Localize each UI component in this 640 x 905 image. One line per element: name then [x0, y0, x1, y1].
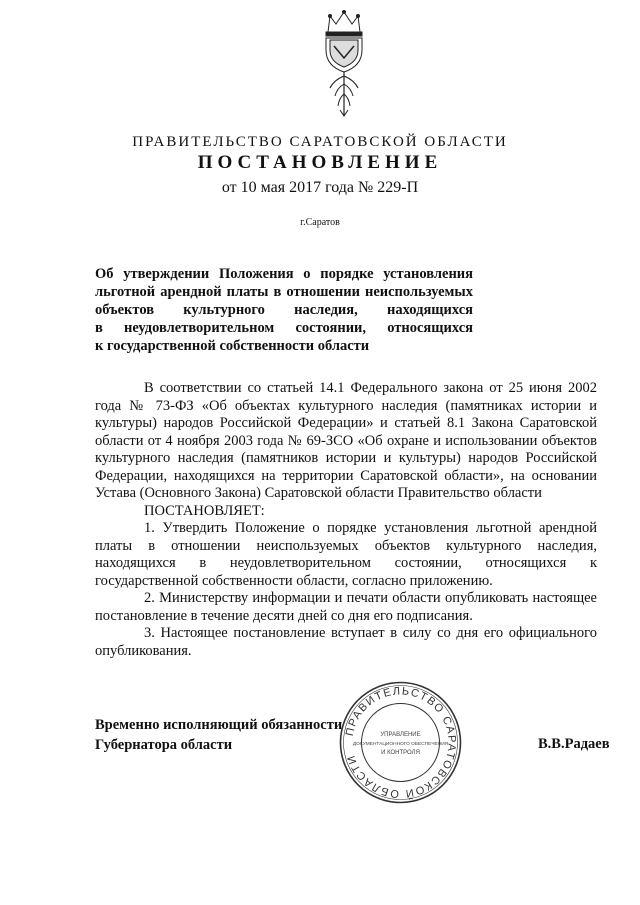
saratov-coat-of-arms-icon: [304, 10, 384, 120]
clause-paragraph: 2. Министерству информации и печати области опубликовать настоящее постановление в течение десяти дней со дня его подписания.: [95, 590, 597, 624]
government-name: ПРАВИТЕЛЬСТВО САРАТОВСКОЙ ОБЛАСТИ: [132, 134, 508, 150]
clause-paragraph: 3. Настоящее постановление вступает в силу со дня его официального опубликования.: [95, 625, 597, 659]
signatory-position-line: Временно исполняющий обязанности: [95, 717, 343, 733]
document-body: [95, 380, 597, 660]
document-subject: [95, 265, 473, 355]
stamp-ring-text: ПРАВИТЕЛЬСТВО САРАТОВСКОЙ ОБЛАСТИ: [343, 685, 458, 800]
resolves-word: ПОСТАНОВЛЯЕТ:: [144, 502, 265, 519]
document-city: г.Саратов: [300, 217, 340, 228]
subject-line: к государственной собственности области: [95, 338, 370, 354]
subject-line: в неудовлетворительном состоянии, относящихся: [95, 320, 473, 336]
clause-paragraph: 1. Утвердить Положение о порядке установления льготной арендной платы в отношении неиспользуемых объектов культурного наследия, находящихся в неудовлетворительном состоянии, относящихся к государственной собственности области, согласно приложению.: [95, 520, 597, 589]
stamp-inner-text: УПРАВЛЕНИЕ: [380, 732, 421, 738]
stamp-inner-text: И КОНТРОЛЯ: [381, 750, 420, 756]
subject-line: льготной арендной платы в отношении неиспользуемых: [95, 284, 473, 300]
subject-line: Об утверждении Положения о порядке установления: [95, 266, 473, 282]
document-type: ПОСТАНОВЛЕНИЕ: [197, 152, 443, 173]
preamble-paragraph: В соответствии со статьей 14.1 Федерального закона от 25 июня 2002 года № 73-ФЗ «Об объектах культурного наследия (памятниках истории и культуры) народов Российской Федерации» и статьей 8.1 Закона Саратовской области от 4 ноября 2003 года № 69-ЗСО «Об охране и использовании объектов культурного наследия (памятников истории и культуры) народов Российской Федерации, находящихся на территории Саратовской области», на основании Устава (Основного Закона) Саратовской области Правительство области ПОСТАНОВЛЯЕТ:: [95, 380, 597, 519]
subject-line: объектов культурного наследия, находящихся: [95, 302, 473, 318]
signatory-position: [95, 715, 342, 755]
signatory-position-line: Губернатора области: [95, 737, 233, 753]
document-date-number: от 10 мая 2017 года № 229-П: [221, 179, 419, 196]
signatory-name: В.В.Радаев: [538, 736, 610, 752]
stamp-inner-text: ДОКУМЕНТАЦИОННОГО ОБЕСПЕЧЕНИЯ: [352, 742, 449, 747]
official-seal-stamp-icon: [338, 680, 463, 805]
